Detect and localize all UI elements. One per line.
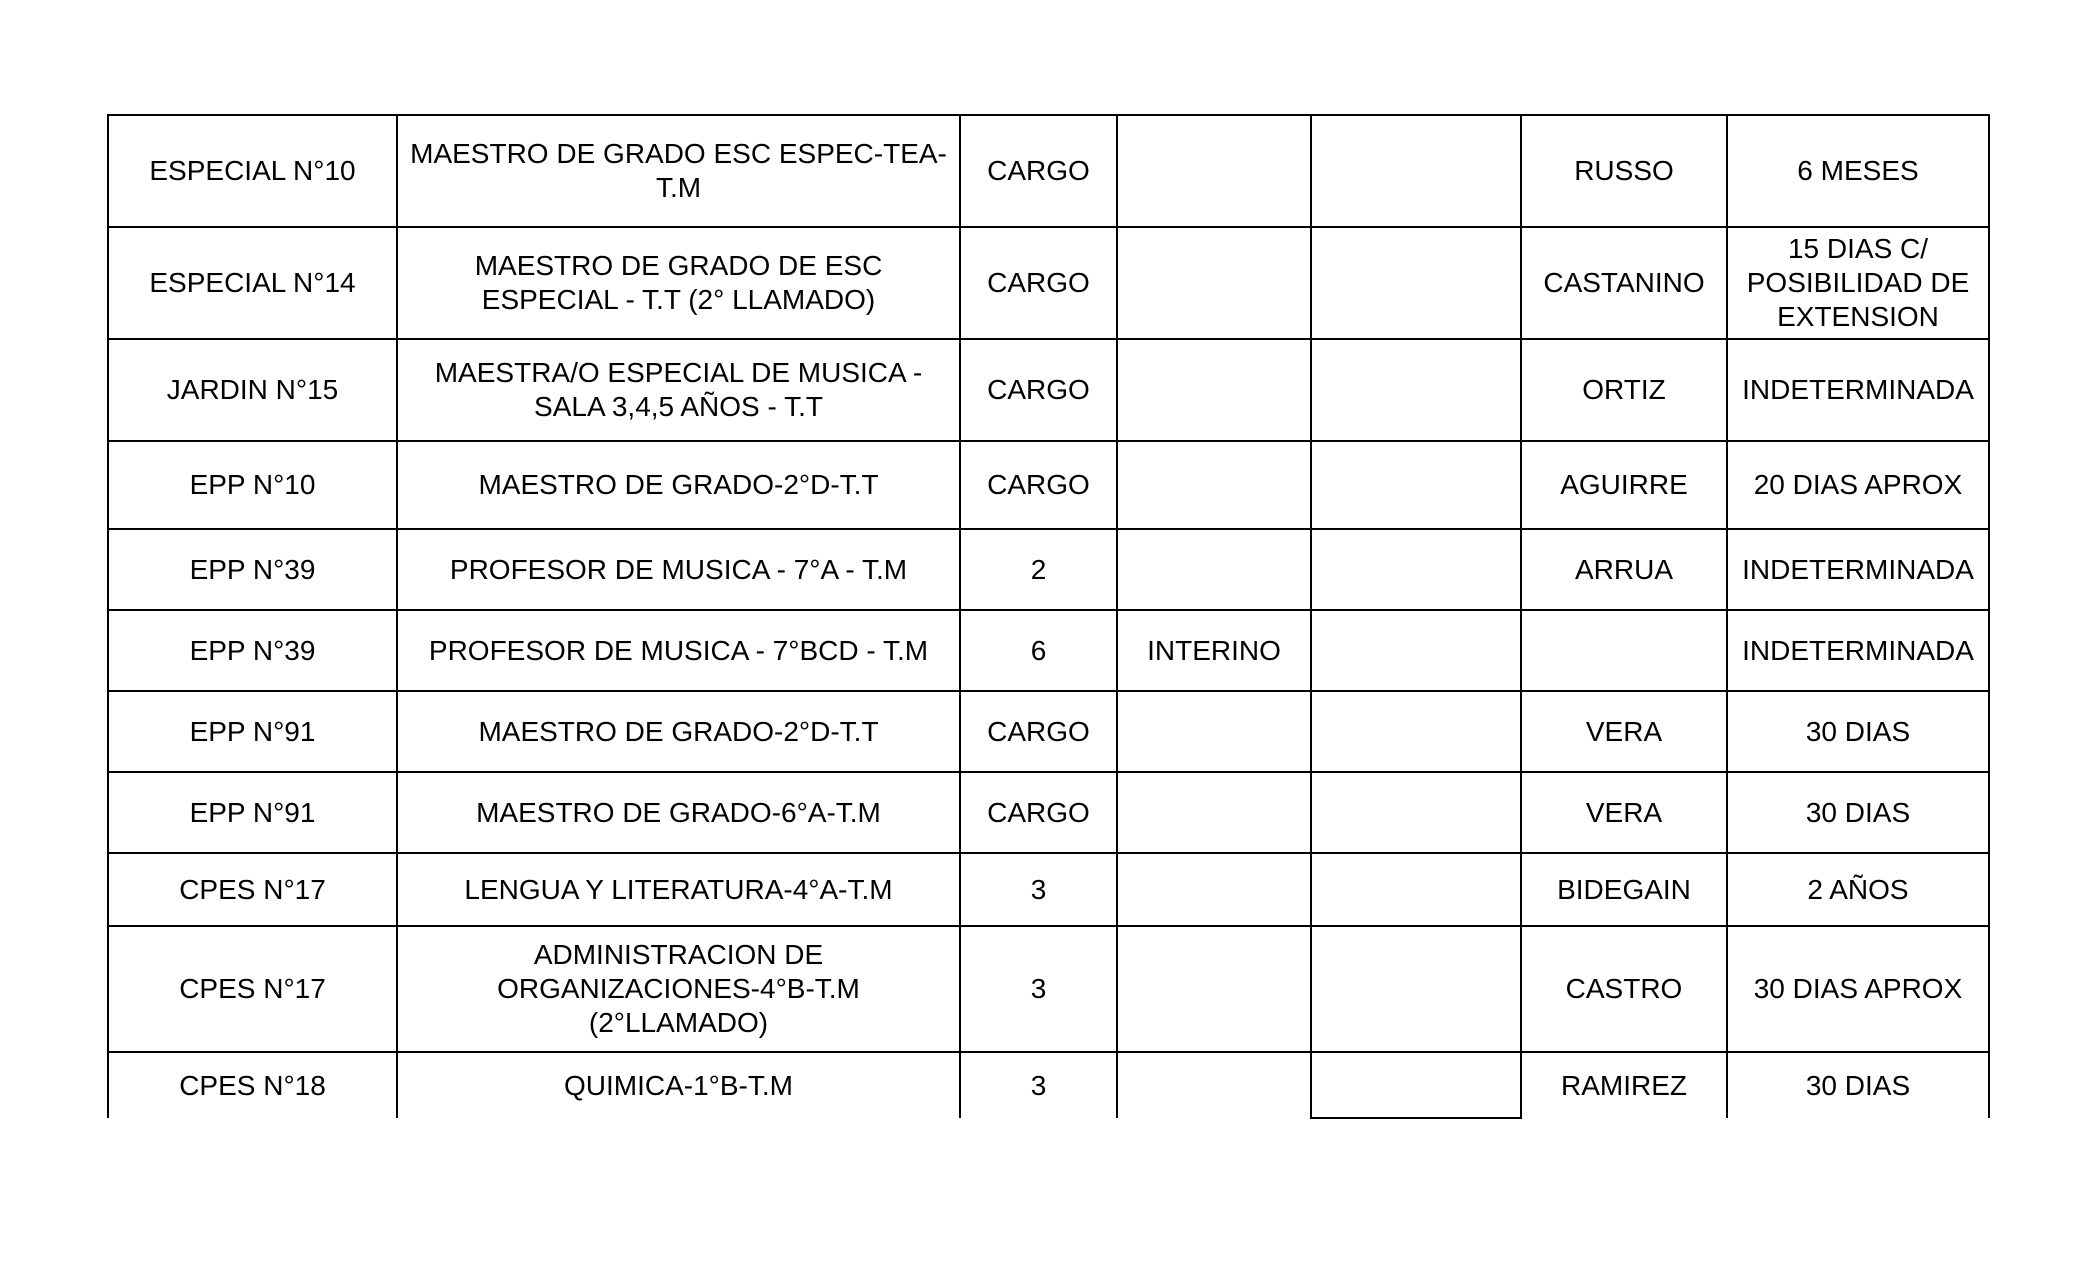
school-cell: CPES N°17 <box>108 853 397 926</box>
position-cell: MAESTRO DE GRADO DE ESC ESPECIAL - T.T (2° LLAMADO) <box>397 227 960 339</box>
table-row <box>108 339 1989 441</box>
replaces-cell: AGUIRRE <box>1521 441 1727 529</box>
position-cell: ADMINISTRACION DE ORGANIZACIONES-4°B-T.M (2°LLAMADO) <box>397 926 960 1052</box>
table-row <box>108 227 1989 339</box>
character-cell <box>1117 339 1311 441</box>
duration-cell: 20 DIAS APROX <box>1727 441 1989 529</box>
hours-cell: CARGO <box>960 227 1117 339</box>
duration-cell: 30 DIAS APROX <box>1727 926 1989 1052</box>
table-row <box>108 853 1989 926</box>
character-cell <box>1117 691 1311 772</box>
duration-cell: INDETERMINADA <box>1727 339 1989 441</box>
table-row <box>108 691 1989 772</box>
hours-cell: 3 <box>960 853 1117 926</box>
position-cell: PROFESOR DE MUSICA - 7°A - T.M <box>397 529 960 610</box>
blank-cell <box>1311 772 1521 853</box>
character-cell <box>1117 227 1311 339</box>
position-cell: PROFESOR DE MUSICA - 7°BCD - T.M <box>397 610 960 691</box>
table-row <box>108 529 1989 610</box>
character-cell <box>1117 853 1311 926</box>
blank-cell <box>1311 529 1521 610</box>
hours-cell: 3 <box>960 926 1117 1052</box>
table-row <box>108 772 1989 853</box>
character-cell <box>1117 115 1311 227</box>
school-cell: EPP N°39 <box>108 610 397 691</box>
replaces-cell: VERA <box>1521 772 1727 853</box>
hours-cell: CARGO <box>960 115 1117 227</box>
blank-cell <box>1311 610 1521 691</box>
table-row <box>108 115 1989 227</box>
blank-cell <box>1311 926 1521 1052</box>
table-row <box>108 441 1989 529</box>
replaces-cell: VERA <box>1521 691 1727 772</box>
table-row <box>108 610 1989 691</box>
replaces-cell: RAMIREZ <box>1521 1052 1727 1118</box>
character-cell: INTERINO <box>1117 610 1311 691</box>
school-cell: CPES N°18 <box>108 1052 397 1118</box>
position-cell: MAESTRO DE GRADO-6°A-T.M <box>397 772 960 853</box>
duration-cell: INDETERMINADA <box>1727 529 1989 610</box>
blank-cell <box>1311 115 1521 227</box>
blank-cell <box>1311 441 1521 529</box>
replaces-cell: ORTIZ <box>1521 339 1727 441</box>
position-cell: MAESTRO DE GRADO ESC ESPEC-TEA-T.M <box>397 115 960 227</box>
blank-cell <box>1311 691 1521 772</box>
hours-cell: 2 <box>960 529 1117 610</box>
character-cell <box>1117 529 1311 610</box>
blank-cell <box>1311 227 1521 339</box>
duration-cell: INDETERMINADA <box>1727 610 1989 691</box>
position-cell: MAESTRA/O ESPECIAL DE MUSICA - SALA 3,4,5 AÑOS - T.T <box>397 339 960 441</box>
duration-cell: 2 AÑOS <box>1727 853 1989 926</box>
school-cell: EPP N°10 <box>108 441 397 529</box>
hours-cell: CARGO <box>960 772 1117 853</box>
position-cell: QUIMICA-1°B-T.M <box>397 1052 960 1118</box>
replaces-cell: CASTRO <box>1521 926 1727 1052</box>
character-cell <box>1117 1052 1311 1118</box>
replaces-cell: ARRUA <box>1521 529 1727 610</box>
table-row <box>108 926 1989 1052</box>
replaces-cell: BIDEGAIN <box>1521 853 1727 926</box>
blank-cell <box>1311 339 1521 441</box>
duration-cell: 30 DIAS <box>1727 1052 1989 1118</box>
hours-cell: CARGO <box>960 691 1117 772</box>
character-cell <box>1117 926 1311 1052</box>
school-cell: ESPECIAL N°14 <box>108 227 397 339</box>
vacancies-table <box>107 114 1990 1119</box>
character-cell <box>1117 441 1311 529</box>
replaces-cell: RUSSO <box>1521 115 1727 227</box>
hours-cell: CARGO <box>960 339 1117 441</box>
school-cell: JARDIN N°15 <box>108 339 397 441</box>
school-cell: EPP N°91 <box>108 772 397 853</box>
position-cell: LENGUA Y LITERATURA-4°A-T.M <box>397 853 960 926</box>
blank-cell <box>1311 853 1521 926</box>
school-cell: EPP N°39 <box>108 529 397 610</box>
duration-cell: 30 DIAS <box>1727 691 1989 772</box>
table-row <box>108 1052 1989 1118</box>
hours-cell: CARGO <box>960 441 1117 529</box>
hours-cell: 3 <box>960 1052 1117 1118</box>
character-cell <box>1117 772 1311 853</box>
position-cell: MAESTRO DE GRADO-2°D-T.T <box>397 441 960 529</box>
hours-cell: 6 <box>960 610 1117 691</box>
replaces-cell: CASTANINO <box>1521 227 1727 339</box>
school-cell: CPES N°17 <box>108 926 397 1052</box>
school-cell: EPP N°91 <box>108 691 397 772</box>
duration-cell: 30 DIAS <box>1727 772 1989 853</box>
blank-cell <box>1311 1052 1521 1118</box>
position-cell: MAESTRO DE GRADO-2°D-T.T <box>397 691 960 772</box>
duration-cell: 15 DIAS C/ POSIBILIDAD DE EXTENSION <box>1727 227 1989 339</box>
replaces-cell <box>1521 610 1727 691</box>
school-cell: ESPECIAL N°10 <box>108 115 397 227</box>
duration-cell: 6 MESES <box>1727 115 1989 227</box>
